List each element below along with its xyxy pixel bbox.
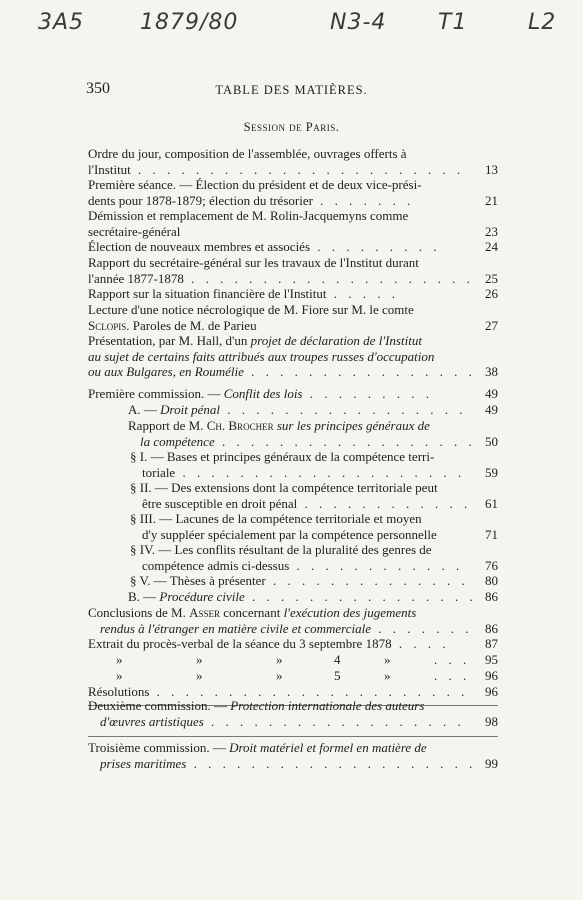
toc-entry (88, 302, 498, 333)
ditto-mark: » (384, 668, 391, 683)
entry-title: d'œuvres artistiques (100, 713, 204, 729)
entry-text: Élection de nouveaux membres et associés (88, 239, 311, 254)
ditto-mark: » (196, 652, 203, 667)
entry-text: Rapport de M. (128, 418, 207, 433)
entry-text: Deuxième commission. — (88, 698, 231, 713)
entry-text: A. — (128, 402, 161, 417)
ditto-mark: » (116, 668, 123, 683)
entry-title: Droit pénal (160, 402, 220, 417)
leader-dots: . . . . . . . . . . . . . . . . (243, 364, 476, 379)
toc-entry (88, 573, 498, 589)
toc-entry (88, 146, 498, 177)
leader-dots: . . . . . . . . . . . . . . . . . . . . . . . (130, 161, 465, 177)
entry-text: § III. — Lacunes de la compétence territoriale et moyen (130, 511, 422, 526)
entry-text: Extrait du procès-verbal de la séance du 3 septembre 1878 (88, 636, 392, 651)
entry-page: 71 (485, 526, 498, 542)
toc-entry (88, 668, 498, 684)
leader-dots: . . . . . . . . . . . . . . . . . . . . (186, 755, 477, 771)
entry-title: Procédure civile (159, 589, 245, 604)
handwritten-note-tome: T1 (438, 10, 468, 35)
entry-text: secrétaire-général (88, 223, 181, 239)
toc-entry (88, 652, 498, 668)
entry-title: au sujet de certains faits attribués aux troupes russes d'occupation (88, 348, 435, 364)
entry-text: § I. — Bases et principes généraux de la compétence terri- (130, 449, 435, 464)
entry-text: § II. — Des extensions dont la compétence territoriale peut (130, 480, 438, 495)
ditto-mark: » (116, 652, 123, 667)
toc-entry (88, 255, 498, 286)
entry-text: dents pour 1878-1879; élection du trésorier (88, 192, 313, 208)
leader-dots: . . . . . . . (312, 192, 415, 208)
session-number: 4 (334, 652, 341, 667)
entry-text: l'année 1877-1878 (88, 270, 184, 286)
entry-text: Conclusions de M. (88, 605, 190, 620)
entry-text: d'y suppléer spécialement par la compétence personnelle (142, 526, 437, 542)
entry-title: rendus à l'étranger en matière civile et commerciale (100, 620, 372, 636)
entry-title: Conflit des lois (223, 386, 303, 401)
toc-entry (88, 740, 498, 771)
leader-dots: . . . . . . . . . . . . . . . . . . (203, 713, 465, 729)
toc-entry (88, 418, 498, 449)
toc-entry (88, 589, 498, 605)
entry-text: § IV. — Les conflits résultant de la pluralité des genres de (130, 542, 432, 557)
session-number: 5 (334, 668, 341, 683)
entry-page: 59 (485, 464, 498, 480)
entry-name: Sclopis (88, 317, 127, 333)
entry-title: l'exécution des jugements (283, 605, 417, 620)
entry-text: § V. — Thèses à présenter (130, 573, 266, 588)
entry-page: 61 (485, 495, 498, 511)
leader-dots: . . . (434, 652, 471, 667)
entry-page: 95 (485, 652, 498, 667)
entry-page: 25 (485, 270, 498, 286)
entry-text: . Paroles de M. de Parieu (126, 317, 257, 333)
entry-page: 76 (485, 557, 498, 573)
ditto-mark: » (276, 652, 283, 667)
leader-dots: . . . . . . . . . (302, 386, 433, 401)
toc-entry (88, 605, 498, 636)
toc-entry (88, 386, 498, 402)
entry-page: 21 (485, 192, 498, 208)
ditto-mark: » (196, 668, 203, 683)
leader-dots: . . . . . . . (371, 620, 473, 636)
entry-text: Première commission. — (88, 386, 224, 401)
toc-entry (88, 698, 498, 729)
leader-dots: . . . . . . . . . (310, 239, 441, 254)
entry-text: B. — (128, 589, 160, 604)
entry-text: Troisième commission. — (88, 740, 230, 755)
entry-page: 96 (485, 668, 498, 683)
entry-title: Protection internationale des auteurs (230, 698, 425, 713)
handwritten-note-years: 1879/80 (140, 10, 239, 35)
toc-entry (88, 208, 498, 239)
entry-title: projet de déclaration de l'Institut (250, 333, 422, 348)
entry-text: Démission et remplacement de M. Rolin-Jacquemyns comme (88, 208, 409, 223)
toc-entry (88, 286, 498, 302)
toc-entry (88, 402, 498, 418)
entry-page: 13 (485, 161, 498, 177)
ditto-mark: » (384, 652, 391, 667)
entry-page: 96 (485, 684, 498, 699)
entry-title: sur les principes généraux de (273, 418, 430, 433)
entry-text: Première séance. — Élection du président et de deux vice-prési- (88, 177, 422, 192)
ditto-mark: » (276, 668, 283, 683)
entry-page: 26 (485, 286, 498, 301)
entry-title: prises maritimes (100, 755, 187, 771)
entry-text: Lecture d'une notice nécrologique de M. Fiore sur M. le comte (88, 302, 414, 317)
leader-dots: . . . . . . . . . . . . (289, 557, 464, 573)
entry-page: 50 (485, 433, 498, 449)
toc-entry (88, 333, 498, 380)
handwritten-note-shelf: L2 (528, 10, 557, 35)
entry-name: Ch. Brocher (206, 418, 274, 433)
leader-dots: . . . . . . . . . . . . . . (265, 573, 469, 588)
toc-entry (88, 542, 498, 573)
leader-dots: . . . . . . . . . . . . (297, 495, 472, 511)
leader-dots: . . . . . . . . . . . . . . . . . . . . (175, 464, 466, 480)
toc-entry (88, 239, 498, 255)
page-number: 350 (86, 80, 110, 97)
leader-dots: . . . . . . . . . . . . . . . . . . . . . . (149, 684, 469, 699)
entry-title: Droit matériel et formel en matière de (229, 740, 427, 755)
entry-text: concernant (220, 605, 284, 620)
leader-dots: . . . . . . . . . . . . . . . . (244, 589, 477, 604)
toc-entry (88, 636, 498, 652)
entry-page: 27 (485, 317, 498, 333)
entry-text: Présentation, par M. Hall, d'un (88, 333, 251, 348)
handwritten-note-call-number: 3A5 (38, 10, 85, 35)
entry-page: 49 (485, 386, 498, 401)
entry-text: Rapport du secrétaire-général sur les travaux de l'Institut durant (88, 255, 419, 270)
leader-dots: . . . . (391, 636, 450, 651)
entry-page: 86 (485, 589, 498, 604)
entry-page: 38 (485, 364, 498, 379)
entry-page: 98 (485, 713, 498, 729)
handwritten-note-volume: N3-4 (330, 10, 387, 35)
running-title: TABLE DES MATIÈRES. (215, 83, 368, 97)
entry-text: être susceptible en droit pénal (142, 495, 298, 511)
section-title: Session de Paris. (243, 120, 340, 134)
entry-page: 24 (485, 239, 498, 254)
entry-text: compétence admis ci-dessus (142, 557, 290, 573)
entry-text: toriale (142, 464, 176, 480)
divider (88, 736, 498, 737)
leader-dots: . . . . . . . . . . . . . . . . . . (214, 433, 476, 449)
entry-title: ou aux Bulgares, en Roumélie (88, 364, 244, 379)
entry-page: 23 (485, 223, 498, 239)
toc-entry (88, 511, 498, 542)
entry-page: 87 (485, 636, 498, 651)
leader-dots: . . . . . (326, 286, 399, 301)
leader-dots: . . . (434, 668, 471, 683)
entry-text: l'Institut (88, 161, 131, 177)
toc-entry (88, 177, 498, 208)
entry-text: Résolutions (88, 684, 150, 699)
entry-page: 80 (485, 573, 498, 588)
entry-page: 99 (485, 755, 498, 771)
toc-entry (88, 449, 498, 480)
entry-name: Asser (189, 605, 221, 620)
entry-text: Ordre du jour, composition de l'assemblée, ouvrages offerts à (88, 146, 407, 161)
entry-page: 86 (485, 620, 498, 636)
entry-title: la compétence (140, 433, 215, 449)
entry-text: Rapport sur la situation financière de l'Institut (88, 286, 327, 301)
entry-page: 49 (485, 402, 498, 417)
leader-dots: . . . . . . . . . . . . . . . . . (219, 402, 467, 417)
leader-dots: . . . . . . . . . . . . . . . . . . . . (183, 270, 474, 286)
toc-entry (88, 480, 498, 511)
